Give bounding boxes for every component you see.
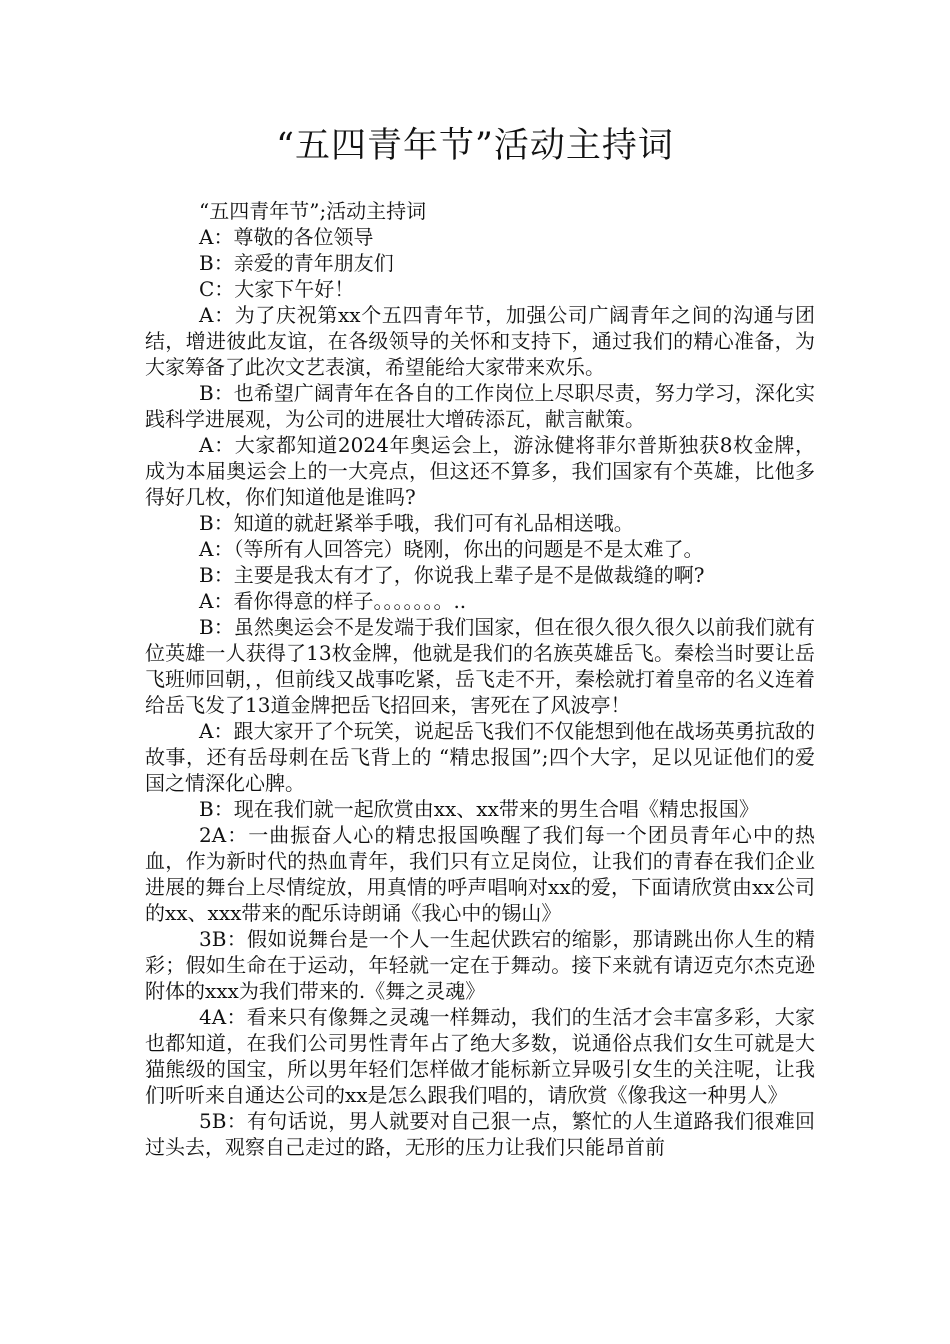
paragraph: A：大家都知道2024年奥运会上，游泳健将菲尔普斯独获8枚金牌，成为本届奥运会上的一大亮点，但这还不算多，我们国家有个英雄，比他多得好几枚，你们知道他是谁吗? xyxy=(145,433,815,509)
paragraph: B：现在我们就一起欣赏由xx、xx带来的男生合唱《精忠报国》 xyxy=(199,797,759,821)
paragraph: B：也希望广阔青年在各自的工作岗位上尽职尽责，努力学习，深化实践科学进展观，为公司的进展壮大增砖添瓦，献言献策。 xyxy=(145,381,815,431)
paragraph: A：（等所有人回答完）晓刚，你出的问题是不是太难了。 xyxy=(199,537,704,561)
paragraph: 3B：假如说舞台是一个人一生起伏跌宕的缩影，那请跳出你人生的精彩；假如生命在于运动，年轻就一定在于舞动。接下来就有请迈克尔杰克逊附体的xxx为我们带来的.《舞之灵魂》 xyxy=(145,927,815,1003)
paragraph: A：看你得意的样子。。。。。。。.. xyxy=(199,589,467,613)
paragraph: B：主要是我太有才了，你说我上辈子是不是做裁缝的啊? xyxy=(199,563,705,587)
paragraph: “五四青年节”;活动主持词 xyxy=(199,199,427,223)
document-body xyxy=(145,198,815,1160)
paragraph: B：知道的就赶紧举手哦，我们可有礼品相送哦。 xyxy=(199,511,634,535)
paragraph: C：大家下午好！ xyxy=(199,277,355,301)
document-title: “五四青年节”活动主持词 xyxy=(276,126,674,166)
paragraph: B：亲爱的青年朋友们 xyxy=(199,251,394,275)
paragraph: 4A：看来只有像舞之灵魂一样舞动，我们的生活才会丰富多彩，大家也都知道，在我们公司男性青年占了绝大多数，说通俗点我们女生可就是大猫熊级的国宝，所以男年轻们怎样做才能标新立异吸引女生的关注呢，让我们听听来自通达公司的xx是怎么跟我们唱的，请欣赏《像我这一种男人》 xyxy=(145,1005,815,1107)
paragraph: B：虽然奥运会不是发端于我们国家，但在很久很久很久以前我们就有位英雄一人获得了13枚金牌，他就是我们的名族英雄岳飞。秦桧当时要让岳飞班师回朝，，但前线又战事吃紧，岳飞走不开，秦桧就打着皇帝的名义连着给岳飞发了13道金牌把岳飞招回来，害死在了风波亭！ xyxy=(145,615,815,717)
paragraph: 2A：一曲振奋人心的精忠报国唤醒了我们每一个团员青年心中的热血，作为新时代的热血青年，我们只有立足岗位，让我们的青春在我们企业进展的舞台上尽情绽放，用真情的呼声唱响对xx的爱，下面请欣赏由xx公司的xx、xxx带来的配乐诗朗诵《我心中的锡山》 xyxy=(145,823,815,925)
paragraph: 5B：有句话说，男人就要对自己狠一点，繁忙的人生道路我们很难回过头去，观察自己走过的路，无形的压力让我们只能昂首前 xyxy=(145,1109,815,1159)
paragraph: A：为了庆祝第xx个五四青年节，加强公司广阔青年之间的沟通与团结，增进彼此友谊，在各级领导的关怀和支持下，通过我们的精心准备，为大家筹备了此次文艺表演，希望能给大家带来欢乐。 xyxy=(145,303,815,379)
paragraph: A：跟大家开了个玩笑，说起岳飞我们不仅能想到他在战场英勇抗敌的故事，还有岳母刺在岳飞背上的 “精忠报国”;四个大字，足以见证他们的爱国之情深化心脾。 xyxy=(145,719,815,795)
paragraph: A：尊敬的各位领导 xyxy=(199,225,374,249)
